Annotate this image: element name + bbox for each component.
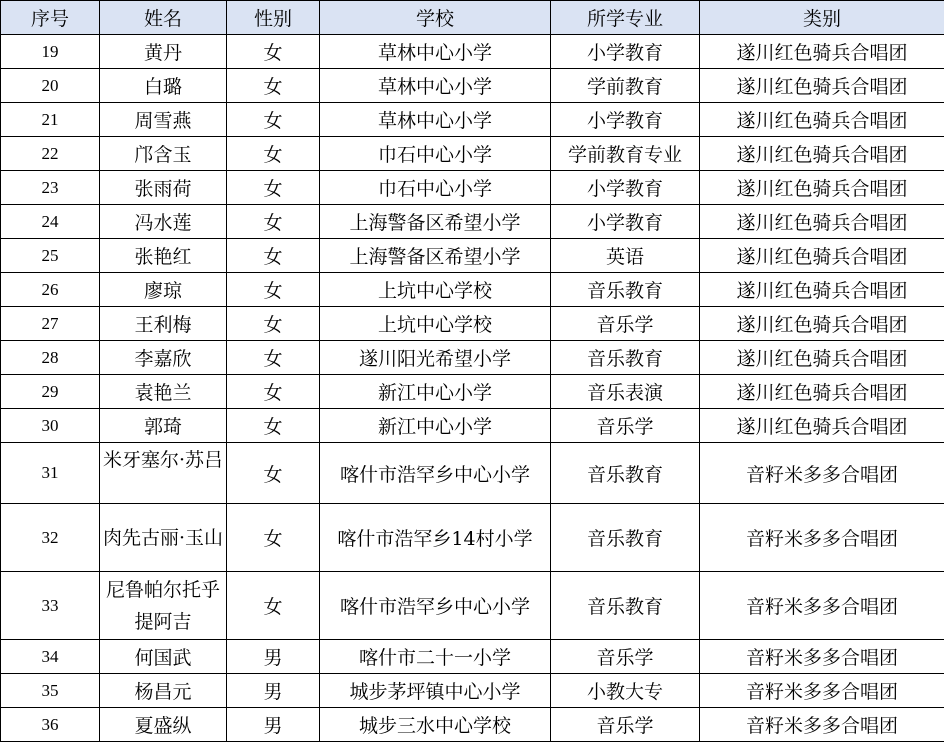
cell-school xyxy=(320,674,551,708)
cell-gender xyxy=(227,69,320,103)
cell-name xyxy=(100,307,227,341)
table-row xyxy=(1,137,944,171)
cell-school-text: 喀什市浩罕乡中心小学 xyxy=(340,464,530,486)
cell-no-text: 27 xyxy=(42,314,59,333)
cell-category-text: 遂川红色骑兵合唱团 xyxy=(736,110,907,132)
cell-school-text: 上海警备区希望小学 xyxy=(349,212,520,234)
cell-gender xyxy=(227,239,320,273)
cell-category-text: 音籽米多多合唱团 xyxy=(746,715,898,737)
cell-gender xyxy=(227,137,320,171)
cell-no xyxy=(1,443,100,504)
cell-category-text: 遂川红色骑兵合唱团 xyxy=(736,280,907,302)
cell-name-text: 何国武 xyxy=(134,647,191,669)
cell-name-text: 米牙塞尔·苏吕 xyxy=(102,445,224,501)
cell-major-text: 小教大专 xyxy=(587,681,663,703)
cell-name-text: 冯水莲 xyxy=(134,212,191,234)
cell-name xyxy=(100,572,227,640)
cell-major xyxy=(551,69,700,103)
cell-no-text: 23 xyxy=(42,178,59,197)
cell-major xyxy=(551,273,700,307)
cell-school xyxy=(320,307,551,341)
table-row xyxy=(1,205,944,239)
cell-school-text: 草林中心小学 xyxy=(378,110,492,132)
cell-gender xyxy=(227,375,320,409)
cell-name-text: 杨昌元 xyxy=(134,681,191,703)
cell-no xyxy=(1,708,100,742)
cell-no-text: 30 xyxy=(42,416,59,435)
cell-name-text: 肉先古丽·玉山 xyxy=(102,522,224,554)
cell-name xyxy=(100,35,227,69)
cell-major xyxy=(551,137,700,171)
header-gender: 性别 xyxy=(227,1,320,35)
cell-major-text: 小学教育 xyxy=(587,110,663,132)
cell-gender-text: 女 xyxy=(263,144,282,166)
cell-school-text: 新江中心小学 xyxy=(378,382,492,404)
cell-name xyxy=(100,341,227,375)
cell-no-text: 33 xyxy=(42,596,59,615)
cell-gender-text: 女 xyxy=(263,178,282,200)
cell-major xyxy=(551,640,700,674)
cell-category-text: 遂川红色骑兵合唱团 xyxy=(736,416,907,438)
cell-gender xyxy=(227,35,320,69)
table-row xyxy=(1,443,944,504)
cell-name xyxy=(100,409,227,443)
cell-major xyxy=(551,674,700,708)
cell-gender-text: 男 xyxy=(263,647,282,669)
cell-school-text: 上海警备区希望小学 xyxy=(349,246,520,268)
cell-gender xyxy=(227,341,320,375)
cell-major xyxy=(551,375,700,409)
cell-no-text: 32 xyxy=(42,528,59,547)
cell-category-text: 音籽米多多合唱团 xyxy=(746,596,898,618)
cell-gender xyxy=(227,273,320,307)
cell-no xyxy=(1,640,100,674)
cell-school xyxy=(320,273,551,307)
cell-gender-text: 女 xyxy=(263,348,282,370)
cell-major xyxy=(551,239,700,273)
cell-school xyxy=(320,409,551,443)
cell-major-text: 小学教育 xyxy=(587,212,663,234)
cell-gender xyxy=(227,307,320,341)
cell-major-text: 小学教育 xyxy=(587,178,663,200)
cell-school xyxy=(320,504,551,572)
cell-no xyxy=(1,572,100,640)
cell-school-text: 城步茅坪镇中心小学 xyxy=(349,681,520,703)
cell-no-text: 28 xyxy=(42,348,59,367)
cell-name-text: 尼鲁帕尔托乎提阿吉 xyxy=(102,574,224,638)
cell-school-text: 喀什市浩罕乡中心小学 xyxy=(340,596,530,618)
cell-gender-text: 女 xyxy=(263,110,282,132)
cell-school xyxy=(320,205,551,239)
cell-category xyxy=(700,69,944,103)
cell-name xyxy=(100,69,227,103)
cell-no xyxy=(1,239,100,273)
cell-major xyxy=(551,504,700,572)
cell-gender xyxy=(227,443,320,504)
cell-category xyxy=(700,674,944,708)
cell-gender-text: 女 xyxy=(263,314,282,336)
cell-category-text: 音籽米多多合唱团 xyxy=(746,647,898,669)
table-row xyxy=(1,341,944,375)
cell-school xyxy=(320,239,551,273)
cell-major xyxy=(551,443,700,504)
cell-name-text: 邝含玉 xyxy=(134,144,191,166)
cell-category xyxy=(700,504,944,572)
table-row xyxy=(1,307,944,341)
cell-school-text: 喀什市浩罕乡14村小学 xyxy=(337,528,532,550)
table-row xyxy=(1,640,944,674)
cell-gender-text: 男 xyxy=(263,681,282,703)
cell-school-text: 新江中心小学 xyxy=(378,416,492,438)
cell-school-text: 草林中心小学 xyxy=(378,76,492,98)
cell-major-text: 音乐表演 xyxy=(587,382,663,404)
cell-name xyxy=(100,273,227,307)
cell-school-text: 巾石中心小学 xyxy=(378,144,492,166)
cell-no-text: 25 xyxy=(42,246,59,265)
cell-category-text: 遂川红色骑兵合唱团 xyxy=(736,144,907,166)
cell-no-text: 22 xyxy=(42,144,59,163)
cell-category xyxy=(700,375,944,409)
table-row xyxy=(1,273,944,307)
cell-school-text: 遂川阳光希望小学 xyxy=(359,348,511,370)
cell-school-text: 草林中心小学 xyxy=(378,42,492,64)
cell-no-text: 29 xyxy=(42,382,59,401)
cell-major-text: 学前教育专业 xyxy=(568,144,682,166)
table-row xyxy=(1,674,944,708)
cell-category xyxy=(700,103,944,137)
cell-category-text: 遂川红色骑兵合唱团 xyxy=(736,382,907,404)
cell-category-text: 遂川红色骑兵合唱团 xyxy=(736,42,907,64)
cell-gender-text: 女 xyxy=(263,246,282,268)
cell-school-text: 城步三水中心学校 xyxy=(359,715,511,737)
cell-name-text: 夏盛纵 xyxy=(134,715,191,737)
cell-category-text: 音籽米多多合唱团 xyxy=(746,681,898,703)
cell-category xyxy=(700,443,944,504)
cell-gender-text: 女 xyxy=(263,76,282,98)
cell-category xyxy=(700,205,944,239)
table-row xyxy=(1,572,944,640)
cell-category-text: 遂川红色骑兵合唱团 xyxy=(736,348,907,370)
cell-no xyxy=(1,171,100,205)
cell-gender xyxy=(227,640,320,674)
cell-gender xyxy=(227,205,320,239)
cell-category xyxy=(700,572,944,640)
cell-category-text: 遂川红色骑兵合唱团 xyxy=(736,76,907,98)
cell-school xyxy=(320,708,551,742)
cell-no xyxy=(1,375,100,409)
table-row xyxy=(1,504,944,572)
cell-school xyxy=(320,640,551,674)
cell-category xyxy=(700,35,944,69)
cell-no-text: 20 xyxy=(42,76,59,95)
cell-name-text: 王利梅 xyxy=(134,314,191,336)
cell-school xyxy=(320,35,551,69)
cell-no-text: 35 xyxy=(42,681,59,700)
cell-major-text: 音乐教育 xyxy=(587,280,663,302)
cell-gender xyxy=(227,504,320,572)
cell-name xyxy=(100,103,227,137)
cell-gender-text: 女 xyxy=(263,212,282,234)
cell-school xyxy=(320,103,551,137)
cell-major-text: 音乐学 xyxy=(596,314,653,336)
table-body xyxy=(1,35,944,742)
cell-name xyxy=(100,640,227,674)
table-row xyxy=(1,409,944,443)
cell-school-text: 喀什市二十一小学 xyxy=(359,647,511,669)
cell-category xyxy=(700,171,944,205)
cell-major-text: 小学教育 xyxy=(587,42,663,64)
header-row xyxy=(1,1,944,35)
cell-major xyxy=(551,341,700,375)
cell-category-text: 遂川红色骑兵合唱团 xyxy=(736,314,907,336)
cell-major-text: 英语 xyxy=(606,246,644,268)
cell-school xyxy=(320,443,551,504)
cell-major xyxy=(551,103,700,137)
cell-name xyxy=(100,137,227,171)
table-row xyxy=(1,171,944,205)
header-major: 所学专业 xyxy=(551,1,700,35)
table-row xyxy=(1,69,944,103)
cell-name xyxy=(100,504,227,572)
cell-category-text: 遂川红色骑兵合唱团 xyxy=(736,212,907,234)
cell-no-text: 31 xyxy=(42,463,59,482)
cell-no-text: 19 xyxy=(42,42,59,61)
cell-major-text: 音乐教育 xyxy=(587,348,663,370)
cell-no xyxy=(1,341,100,375)
cell-gender-text: 女 xyxy=(263,382,282,404)
cell-major xyxy=(551,307,700,341)
table-row xyxy=(1,239,944,273)
cell-no xyxy=(1,674,100,708)
cell-name-text: 张艳红 xyxy=(134,246,191,268)
cell-school xyxy=(320,137,551,171)
table-row xyxy=(1,103,944,137)
cell-name xyxy=(100,443,227,504)
cell-name-text: 郭琦 xyxy=(144,416,182,438)
cell-school-text: 上坑中心学校 xyxy=(378,280,492,302)
cell-gender xyxy=(227,171,320,205)
cell-name xyxy=(100,171,227,205)
cell-major-text: 音乐教育 xyxy=(587,596,663,618)
cell-name-text: 李嘉欣 xyxy=(134,348,191,370)
cell-gender xyxy=(227,409,320,443)
cell-gender-text: 女 xyxy=(263,528,282,550)
cell-gender xyxy=(227,572,320,640)
cell-major xyxy=(551,708,700,742)
cell-name-text: 袁艳兰 xyxy=(134,382,191,404)
cell-name-text: 廖琼 xyxy=(144,280,182,302)
cell-major-text: 学前教育 xyxy=(587,76,663,98)
table-row xyxy=(1,35,944,69)
cell-category-text: 遂川红色骑兵合唱团 xyxy=(736,178,907,200)
cell-school xyxy=(320,572,551,640)
cell-gender xyxy=(227,103,320,137)
cell-name-text: 周雪燕 xyxy=(134,110,191,132)
cell-gender-text: 男 xyxy=(263,715,282,737)
cell-category xyxy=(700,341,944,375)
cell-name xyxy=(100,239,227,273)
cell-no xyxy=(1,273,100,307)
cell-no xyxy=(1,69,100,103)
header-category: 类别 xyxy=(700,1,944,35)
header-name: 姓名 xyxy=(100,1,227,35)
table-row xyxy=(1,708,944,742)
cell-no xyxy=(1,504,100,572)
cell-category-text: 遂川红色骑兵合唱团 xyxy=(736,246,907,268)
cell-category xyxy=(700,273,944,307)
cell-school xyxy=(320,375,551,409)
table-row xyxy=(1,375,944,409)
cell-gender-text: 女 xyxy=(263,42,282,64)
cell-category-text: 音籽米多多合唱团 xyxy=(746,528,898,550)
cell-name xyxy=(100,708,227,742)
cell-no xyxy=(1,103,100,137)
cell-major-text: 音乐教育 xyxy=(587,528,663,550)
cell-major xyxy=(551,572,700,640)
cell-major-text: 音乐教育 xyxy=(587,464,663,486)
cell-name xyxy=(100,375,227,409)
cell-gender xyxy=(227,674,320,708)
cell-major-text: 音乐学 xyxy=(596,715,653,737)
cell-name xyxy=(100,205,227,239)
cell-no-text: 36 xyxy=(42,715,59,734)
cell-gender-text: 女 xyxy=(263,464,282,486)
cell-major-text: 音乐学 xyxy=(596,416,653,438)
cell-category xyxy=(700,137,944,171)
cell-category xyxy=(700,640,944,674)
cell-no xyxy=(1,307,100,341)
cell-name xyxy=(100,674,227,708)
cell-school-text: 上坑中心学校 xyxy=(378,314,492,336)
cell-major-text: 音乐学 xyxy=(596,647,653,669)
cell-category xyxy=(700,239,944,273)
cell-no-text: 24 xyxy=(42,212,59,231)
cell-category xyxy=(700,307,944,341)
cell-no xyxy=(1,137,100,171)
header-school: 学校 xyxy=(320,1,551,35)
cell-school xyxy=(320,341,551,375)
header-no: 序号 xyxy=(1,1,100,35)
cell-name-text: 张雨荷 xyxy=(134,178,191,200)
cell-no-text: 34 xyxy=(42,647,59,666)
cell-major xyxy=(551,35,700,69)
cell-gender xyxy=(227,708,320,742)
cell-school xyxy=(320,171,551,205)
cell-category xyxy=(700,409,944,443)
cell-no-text: 26 xyxy=(42,280,59,299)
cell-category xyxy=(700,708,944,742)
cell-major xyxy=(551,205,700,239)
cell-major xyxy=(551,409,700,443)
cell-no xyxy=(1,409,100,443)
cell-no xyxy=(1,35,100,69)
cell-no xyxy=(1,205,100,239)
cell-gender-text: 女 xyxy=(263,416,282,438)
cell-name-text: 白璐 xyxy=(144,76,182,98)
cell-name-text: 黄丹 xyxy=(144,42,182,64)
cell-gender-text: 女 xyxy=(263,596,282,618)
cell-no-text: 21 xyxy=(42,110,59,129)
cell-major xyxy=(551,171,700,205)
cell-school-text: 巾石中心小学 xyxy=(378,178,492,200)
cell-category-text: 音籽米多多合唱团 xyxy=(746,464,898,486)
cell-school xyxy=(320,69,551,103)
cell-gender-text: 女 xyxy=(263,280,282,302)
